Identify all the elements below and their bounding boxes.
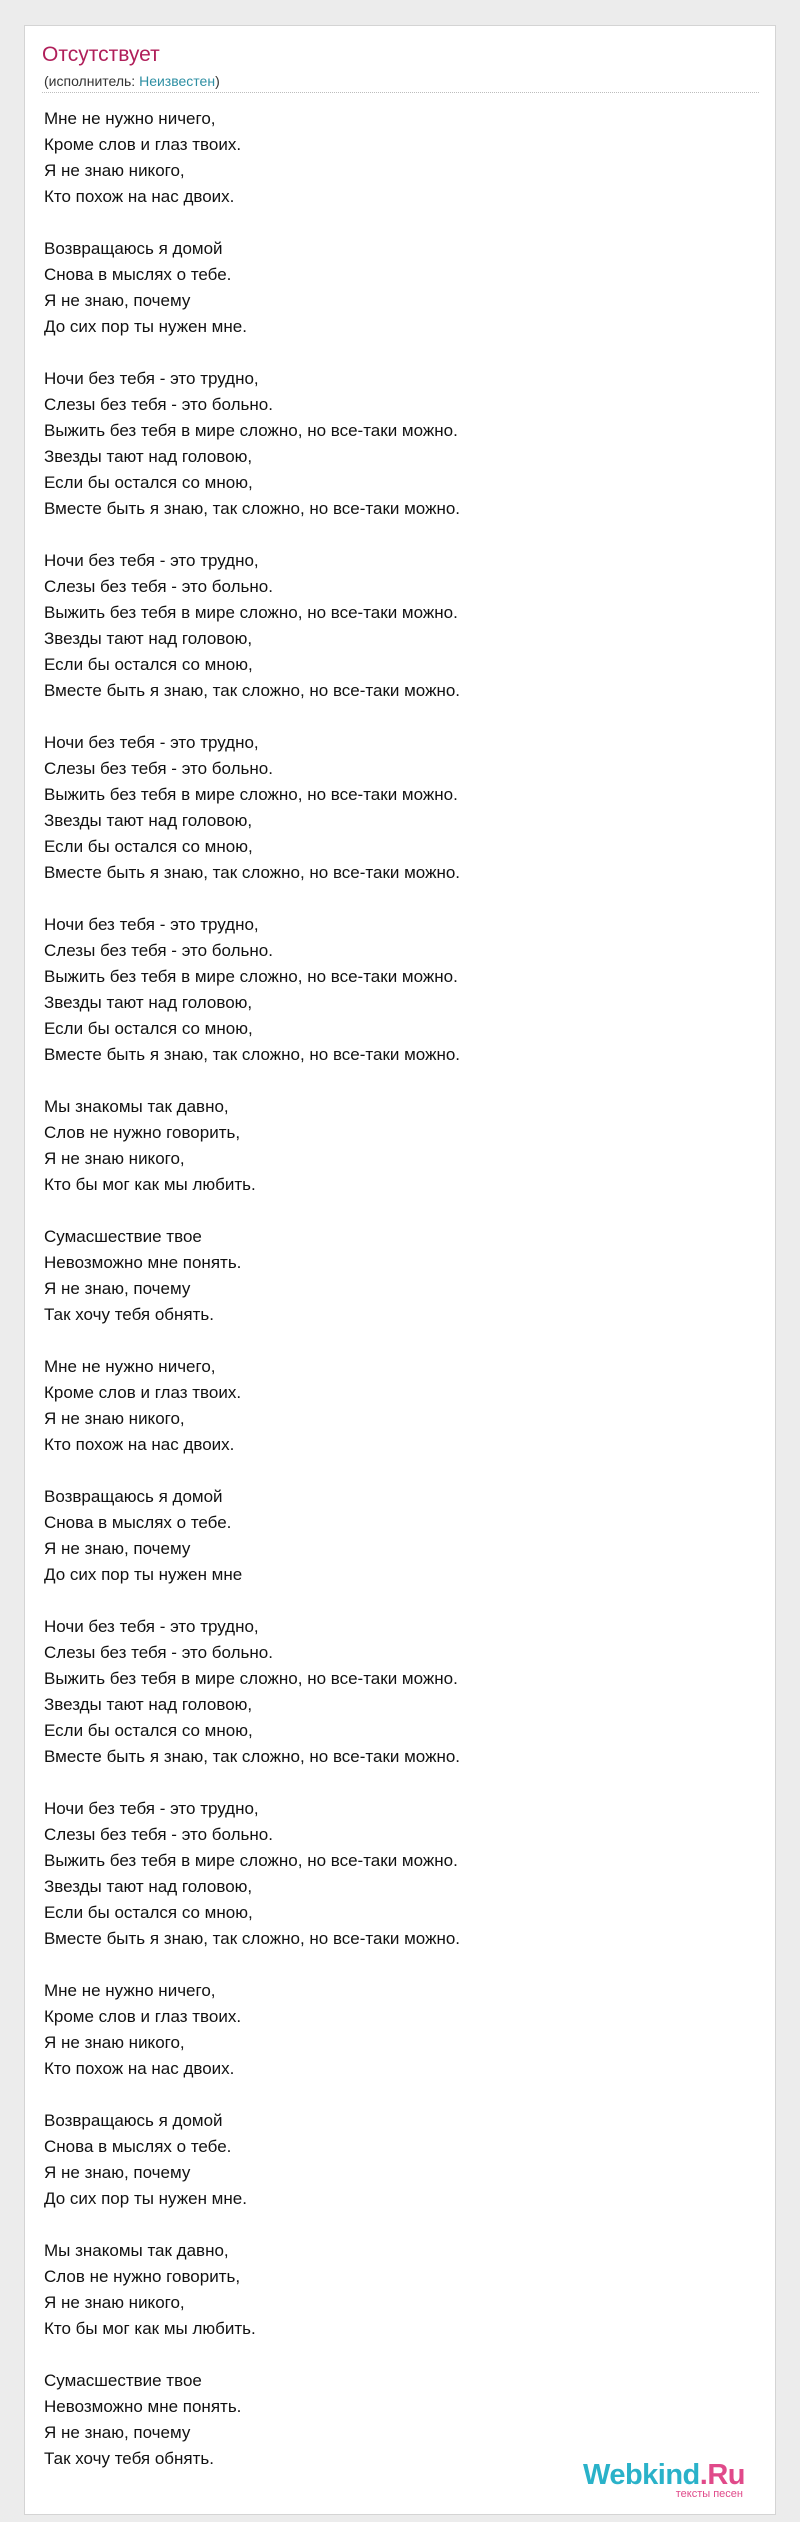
lyric-line: Мне не нужно ничего,: [44, 109, 216, 128]
lyric-line: Слезы без тебя - это больно.: [44, 1825, 273, 1844]
lyric-line: Если бы остался со мною,: [44, 473, 253, 492]
lyric-line: Вместе быть я знаю, так сложно, но все-таки можно.: [44, 681, 461, 700]
lyric-line: Кто бы мог как мы любить.: [44, 2319, 256, 2338]
lyric-line: Кто похож на нас двоих.: [44, 187, 235, 206]
lyric-line: Я не знаю, почему: [44, 2423, 191, 2442]
lyric-line: Если бы остался со мною,: [44, 1019, 253, 1038]
lyric-line: Кроме слов и глаз твоих.: [44, 1383, 242, 1402]
lyric-line: Выжить без тебя в мире сложно, но все-таки можно.: [44, 1669, 458, 1688]
lyrics-stanza: [44, 548, 759, 704]
lyric-line: Я не знаю, почему: [44, 1539, 191, 1558]
lyric-line: До сих пор ты нужен мне: [44, 1565, 243, 1584]
lyric-line: Мне не нужно ничего,: [44, 1357, 216, 1376]
lyrics-stanza: [44, 1094, 759, 1198]
logo-name: Webkind: [582, 2459, 700, 2491]
lyrics-stanza: [44, 2368, 759, 2472]
lyric-line: Ночи без тебя - это трудно,: [44, 915, 259, 934]
lyric-line: Если бы остался со мною,: [44, 837, 253, 856]
logo-wordmark: [583, 2460, 745, 2490]
lyrics-stanza: [44, 912, 759, 1068]
lyric-line: Выжить без тебя в мире сложно, но все-таки можно.: [44, 785, 458, 804]
lyric-line: Слезы без тебя - это больно.: [44, 577, 273, 596]
lyric-line: Я не знаю никого,: [44, 2033, 185, 2052]
lyric-line: Слезы без тебя - это больно.: [44, 759, 273, 778]
lyric-line: Снова в мыслях о тебе.: [44, 265, 232, 284]
lyric-line: Выжить без тебя в мире сложно, но все-таки можно.: [44, 603, 458, 622]
lyric-line: Я не знаю никого,: [44, 1409, 185, 1428]
lyrics-stanza: [44, 1224, 759, 1328]
lyric-line: Я не знаю никого,: [44, 2293, 185, 2312]
lyrics-body: [44, 106, 759, 2498]
lyrics-stanza: [44, 1796, 759, 1952]
song-title: Отсутствует: [42, 43, 160, 66]
lyric-line: Если бы остался со мною,: [44, 1903, 253, 1922]
lyric-line: Слов не нужно говорить,: [44, 1123, 241, 1142]
logo-suffix: .Ru: [699, 2459, 745, 2491]
lyric-line: Звезды тают над головою,: [44, 1877, 253, 1896]
lyric-line: Сумасшествие твое: [44, 1227, 202, 1246]
lyric-line: Я не знаю никого,: [44, 161, 185, 180]
lyrics-stanza: [44, 2238, 759, 2342]
lyric-line: Я не знаю, почему: [44, 1279, 191, 1298]
lyric-line: Слезы без тебя - это больно.: [44, 395, 273, 414]
lyrics-stanza: [44, 366, 759, 522]
lyrics-stanza: [44, 1484, 759, 1588]
lyric-line: До сих пор ты нужен мне.: [44, 317, 247, 336]
lyric-line: Так хочу тебя обнять.: [44, 2449, 215, 2468]
lyric-line: Звезды тают над головою,: [44, 811, 253, 830]
lyric-line: Ночи без тебя - это трудно,: [44, 1799, 259, 1818]
lyric-line: Снова в мыслях о тебе.: [44, 2137, 232, 2156]
lyrics-stanza: [44, 2108, 759, 2212]
site-logo[interactable]: [583, 2460, 745, 2500]
lyric-line: Невозможно мне понять.: [44, 1253, 242, 1272]
lyric-line: Кроме слов и глаз твоих.: [44, 2007, 242, 2026]
lyric-line: Вместе быть я знаю, так сложно, но все-таки можно.: [44, 1929, 461, 1948]
lyrics-stanza: [44, 730, 759, 886]
lyric-line: Невозможно мне понять.: [44, 2397, 242, 2416]
lyric-line: Ночи без тебя - это трудно,: [44, 1617, 259, 1636]
lyric-line: Слов не нужно говорить,: [44, 2267, 241, 2286]
lyric-line: Я не знаю никого,: [44, 1149, 185, 1168]
lyric-line: Возвращаюсь я домой: [44, 239, 223, 258]
lyric-line: Ночи без тебя - это трудно,: [44, 551, 259, 570]
lyric-line: Возвращаюсь я домой: [44, 1487, 223, 1506]
lyrics-card: [24, 25, 776, 2515]
lyrics-stanza: [44, 236, 759, 340]
header-divider: [42, 92, 759, 93]
lyric-line: Снова в мыслях о тебе.: [44, 1513, 232, 1532]
lyric-line: Звезды тают над головою,: [44, 629, 253, 648]
lyric-line: Слезы без тебя - это больно.: [44, 941, 273, 960]
lyric-line: Звезды тают над головою,: [44, 993, 253, 1012]
lyric-line: Кто похож на нас двоих.: [44, 1435, 235, 1454]
performer-suffix: ): [215, 73, 220, 89]
lyric-line: Звезды тают над головою,: [44, 1695, 253, 1714]
lyric-line: Вместе быть я знаю, так сложно, но все-таки можно.: [44, 863, 461, 882]
lyric-line: Кто похож на нас двоих.: [44, 2059, 235, 2078]
lyric-line: Звезды тают над головою,: [44, 447, 253, 466]
lyric-line: Выжить без тебя в мире сложно, но все-таки можно.: [44, 1851, 458, 1870]
lyric-line: Вместе быть я знаю, так сложно, но все-таки можно.: [44, 1045, 461, 1064]
lyrics-stanza: [44, 106, 759, 210]
lyric-line: Вместе быть я знаю, так сложно, но все-таки можно.: [44, 1747, 461, 1766]
lyric-line: Мы знакомы так давно,: [44, 1097, 229, 1116]
lyrics-stanza: [44, 1354, 759, 1458]
lyric-line: Если бы остался со мною,: [44, 1721, 253, 1740]
lyric-line: Ночи без тебя - это трудно,: [44, 733, 259, 752]
lyric-line: Мне не нужно ничего,: [44, 1981, 216, 2000]
lyric-line: Выжить без тебя в мире сложно, но все-таки можно.: [44, 967, 458, 986]
performer-prefix: (исполнитель:: [44, 73, 140, 89]
lyric-line: Кто бы мог как мы любить.: [44, 1175, 256, 1194]
lyric-line: Я не знаю, почему: [44, 291, 191, 310]
lyric-line: Если бы остался со мною,: [44, 655, 253, 674]
logo-tagline: тексты песен: [675, 2488, 743, 2500]
lyric-line: Ночи без тебя - это трудно,: [44, 369, 259, 388]
lyric-line: Так хочу тебя обнять.: [44, 1305, 215, 1324]
lyric-line: Мы знакомы так давно,: [44, 2241, 229, 2260]
lyric-line: Я не знаю, почему: [44, 2163, 191, 2182]
lyric-line: Сумасшествие твое: [44, 2371, 202, 2390]
lyric-line: Слезы без тебя - это больно.: [44, 1643, 273, 1662]
lyrics-stanza: [44, 1978, 759, 2082]
lyric-line: Вместе быть я знаю, так сложно, но все-таки можно.: [44, 499, 461, 518]
lyric-line: Возвращаюсь я домой: [44, 2111, 223, 2130]
performer-line: [44, 72, 220, 90]
performer-link[interactable]: Неизвестен: [139, 73, 216, 89]
lyric-line: До сих пор ты нужен мне.: [44, 2189, 247, 2208]
lyric-line: Кроме слов и глаз твоих.: [44, 135, 242, 154]
lyric-line: Выжить без тебя в мире сложно, но все-таки можно.: [44, 421, 458, 440]
lyrics-stanza: [44, 1614, 759, 1770]
